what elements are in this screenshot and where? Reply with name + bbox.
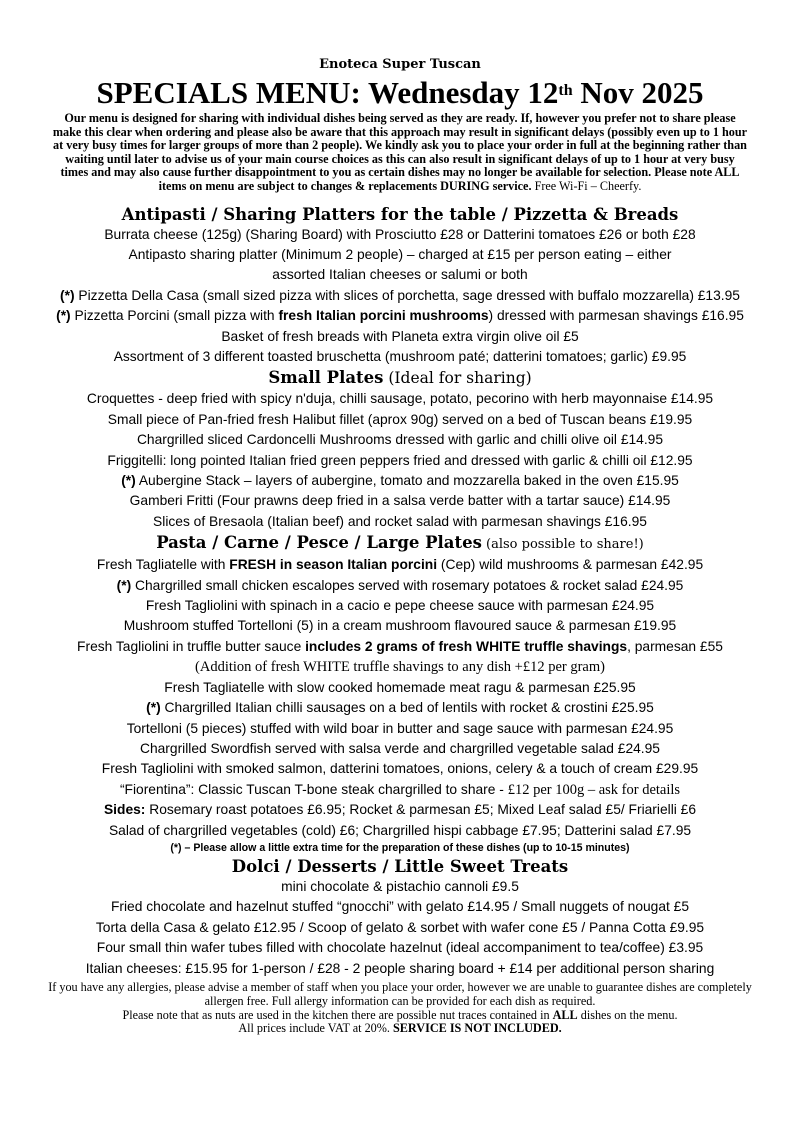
- restaurant-name: Enoteca Super Tuscan: [319, 57, 481, 72]
- section-antipasti: [0, 204, 800, 368]
- intro-text: Our menu is designed for sharing with individual dishes being served as they are ready. If, however you prefer not to share please make this clear when ordering and please also be aware that this approach may result in significant delays (possibly even up to 1 hour at very busy times for larger groups of more than 2 people). We kindly ask you to place your order in full at the beginning rather than waiting until later to advise us of your main course choices as this can also result in significant delays of up to 1 hour at very busy times and may also cause further disappointment to you as certain dishes may no longer be available for selection. Please note ALL items on menu are subject to changes & replacements DURING service. Free Wi-Fi – Cheerfy.: [52, 111, 748, 193]
- menu-item: Fresh Tagliolini with smoked salmon, datterini tomatoes, onions, celery & a touch of cream £29.95: [101, 761, 699, 777]
- menu-item: Slices of Bresaola (Italian beef) and rocket salad with parmesan shavings £16.95: [153, 513, 647, 529]
- section-dolci: [0, 856, 800, 979]
- dolci-heading: Dolci / Desserts / Little Sweet Treats: [231, 856, 569, 876]
- page-title: SPECIALS MENU: Wednesday 12th Nov 2025: [96, 75, 704, 110]
- menu-item: mini chocolate & pistachio cannoli £9.5: [281, 878, 519, 894]
- menu-item: Four small thin wafer tubes filled with chocolate hazelnut (ideal accompaniment to tea/coffee) £3.95: [96, 940, 704, 956]
- menu-item: Fresh Tagliolini in truffle butter sauce includes 2 grams of fresh WHITE truffle shavings, parmesan £55: [77, 638, 723, 654]
- menu-item: Friggitelli: long pointed Italian fried green peppers fried and dressed with garlic & chilli oil £12.95: [107, 452, 693, 468]
- menu-item: Antipasto sharing platter (Minimum 2 people) – charged at £15 per person eating – either: [128, 246, 672, 262]
- menu-item: “Fiorentina”: Classic Tuscan T-bone steak chargrilled to share - £12 per 100g – ask for details: [119, 781, 681, 798]
- menu-item: Burrata cheese (125g) (Sharing Board) with Prosciutto £28 or Datterini tomatoes £26 or both £28: [104, 226, 696, 242]
- menu-item: (*) Pizzetta Della Casa (small sized pizza with slices of porchetta, sage dressed with buffalo mozzarella) £13.95: [60, 287, 740, 303]
- menu-item: assorted Italian cheeses or salumi or both: [272, 267, 528, 283]
- prep-time-note: (*) – Please allow a little extra time for the preparation of these dishes (up to 10-15 minutes): [170, 841, 630, 854]
- menu-item: Italian cheeses: £15.95 for 1-person / £28 - 2 people sharing board + £14 per additional person sharing: [85, 960, 715, 976]
- menu-item: Gamberi Fritti (Four prawns deep fried in a salsa verde batter with a tartar sauce) £14.95: [129, 493, 671, 509]
- menu-item: Fresh Tagliatelle with slow cooked homemade meat ragu & parmesan £25.95: [164, 679, 636, 695]
- menu-item: Chargrilled Swordfish served with salsa verde and chargrilled vegetable salad £24.95: [140, 740, 660, 756]
- menu-item: Small piece of Pan-fried fresh Halibut fillet (aprox 90g) served on a bed of Tuscan beans £19.95: [107, 411, 693, 427]
- menu-item: Fresh Tagliatelle with FRESH in season Italian porcini (Cep) wild mushrooms & parmesan £42.95: [96, 557, 704, 573]
- menu-item: Tortelloni (5 pieces) stuffed with wild boar in butter and sage sauce with parmesan £24.95: [126, 720, 674, 736]
- menu-item: Croquettes - deep fried with spicy n'duja, chilli sausage, potato, pecorino with herb mayonnaise £14.95: [86, 391, 714, 407]
- allergy-footer: If you have any allergies, please advise a member of staff when you place your order, however we are unable to guarantee dishes are completely allergen free. Full allergy information can be provided for each dish as required. Please note that as nuts are used in the kitchen there are possible nut traces contained in ALL dishes on the menu. All prices include VAT at 20%. SERVICE IS NOT INCLUDED.: [48, 979, 752, 1036]
- section-small-plates: [0, 367, 800, 532]
- menu-item: Basket of fresh breads with Planeta extra virgin olive oil £5: [221, 328, 579, 344]
- small-plates-heading: Small Plates (Ideal for sharing): [268, 368, 532, 388]
- antipasti-heading: Antipasti / Sharing Platters for the table / Pizzetta & Breads: [121, 204, 679, 224]
- menu-item: Torta della Casa & gelato £12.95 / Scoop of gelato & sorbet with wafer cone £5 / Panna Cotta £9.95: [95, 919, 705, 935]
- sides-line: Salad of chargrilled vegetables (cold) £6; Chargrilled hispi cabbage £7.95; Datterini salad £7.95: [108, 822, 692, 838]
- pasta-heading: Pasta / Carne / Pesce / Large Plates (also possible to share!): [156, 533, 644, 553]
- menu-item: Assortment of 3 different toasted bruschetta (mushroom paté; datterini tomatoes; garlic) £9.95: [113, 349, 687, 364]
- menu-item: (*) Chargrilled small chicken escalopes served with rosemary potatoes & rocket salad £24.95: [116, 577, 684, 593]
- menu-item: Fried chocolate and hazelnut stuffed “gnocchi” with gelato £14.95 / Small nuggets of nougat £5: [110, 899, 690, 915]
- menu-item: Fresh Tagliolini with spinach in a cacio e pepe cheese sauce with parmesan £24.95: [145, 598, 655, 614]
- menu-item: (*) Chargrilled Italian chilli sausages on a bed of lentils with rocket & crostini £25.95: [146, 700, 654, 716]
- menu-item: (*) Aubergine Stack – layers of aubergine, tomato and mozzarella baked in the oven £15.95: [121, 473, 679, 489]
- menu-item: (Addition of fresh WHITE truffle shavings to any dish +£12 per gram): [195, 659, 605, 676]
- sides-line: Sides: Rosemary roast potatoes £6.95; Rocket & parmesan £5; Mixed Leaf salad £5/ Friarielli £6: [103, 802, 697, 818]
- section-pasta: [0, 532, 800, 856]
- menu-item: Mushroom stuffed Tortelloni (5) in a cream mushroom flavoured sauce & parmesan £19.95: [123, 618, 677, 634]
- menu-item: (*) Pizzetta Porcini (small pizza with fresh Italian porcini mushrooms) dressed with parmesan shavings £16.95: [56, 308, 744, 324]
- menu-item: Chargrilled sliced Cardoncelli Mushrooms dressed with garlic and chilli olive oil £14.95: [136, 432, 664, 448]
